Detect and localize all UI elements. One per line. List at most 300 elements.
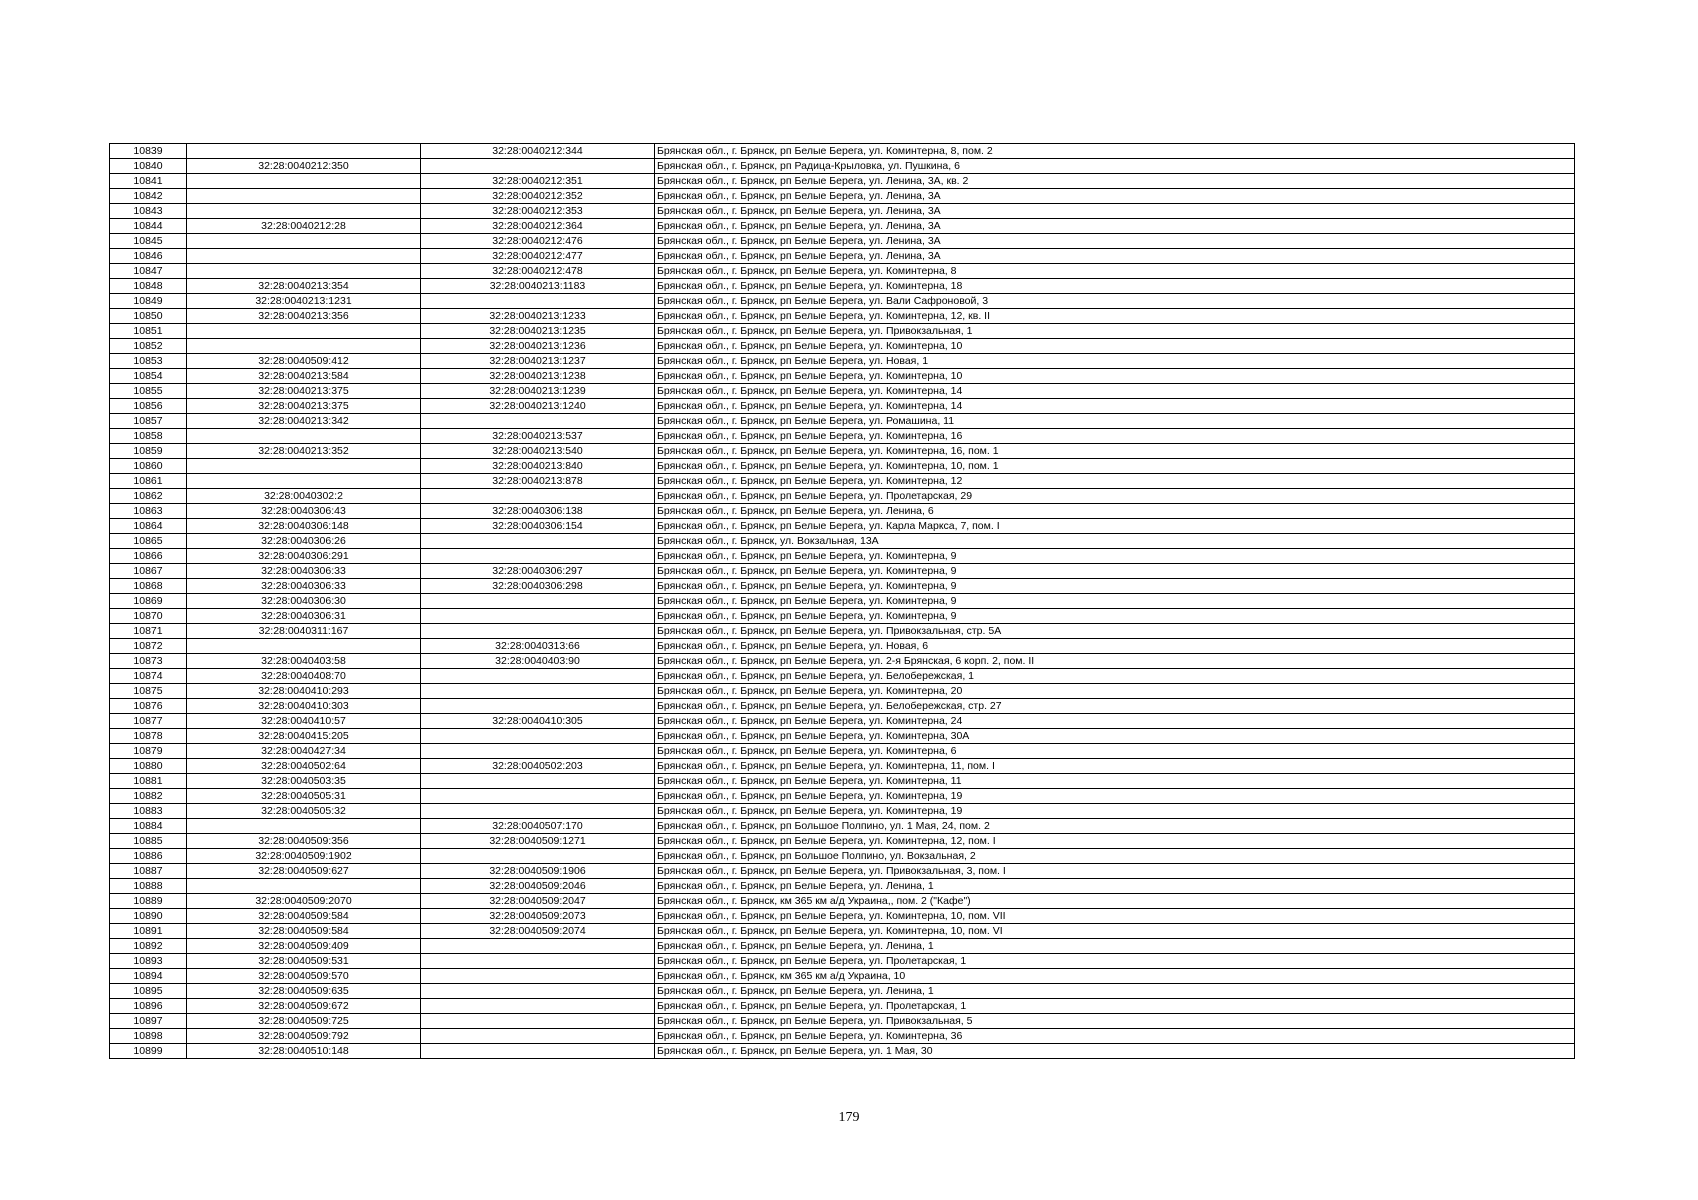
building-cadastral-number-cell: 32:28:0040213:1236 [421,339,655,354]
building-cadastral-number-cell [421,789,655,804]
row-number-cell: 10899 [110,1044,187,1059]
cadastral-number-cell: 32:28:0040213:356 [187,309,421,324]
table-body [110,144,1575,1059]
row-number-cell: 10881 [110,774,187,789]
address-cell: Брянская обл., г. Брянск, рп Белые Берега, ул. Привокзальная, 5 [655,1014,1575,1029]
cadastral-number-cell: 32:28:0040509:584 [187,924,421,939]
cadastral-number-cell [187,639,421,654]
cadastral-number-cell: 32:28:0040212:28 [187,219,421,234]
building-cadastral-number-cell: 32:28:0040212:478 [421,264,655,279]
building-cadastral-number-cell: 32:28:0040213:537 [421,429,655,444]
building-cadastral-number-cell [421,669,655,684]
cadastral-number-cell [187,264,421,279]
table-row [110,429,1575,444]
row-number-cell: 10863 [110,504,187,519]
table-row [110,279,1575,294]
cadastral-number-cell [187,144,421,159]
building-cadastral-number-cell: 32:28:0040212:352 [421,189,655,204]
table-row [110,699,1575,714]
address-cell: Брянская обл., г. Брянск, рп Белые Берега, ул. Коминтерна, 30А [655,729,1575,744]
row-number-cell: 10882 [110,789,187,804]
row-number-cell: 10894 [110,969,187,984]
table-row [110,714,1575,729]
building-cadastral-number-cell: 32:28:0040213:1237 [421,354,655,369]
building-cadastral-number-cell [421,774,655,789]
table-row [110,174,1575,189]
address-cell: Брянская обл., г. Брянск, рп Белые Берега, ул. Коминтерна, 12 [655,474,1575,489]
address-cell: Брянская обл., г. Брянск, рп Белые Берега, ул. Коминтерна, 19 [655,804,1575,819]
address-cell: Брянская обл., г. Брянск, рп Белые Берега, ул. 2-я Брянская, 6 корп. 2, пом. II [655,654,1575,669]
table-row [110,684,1575,699]
row-number-cell: 10854 [110,369,187,384]
row-number-cell: 10864 [110,519,187,534]
table-row [110,654,1575,669]
building-cadastral-number-cell: 32:28:0040509:2073 [421,909,655,924]
table-row [110,339,1575,354]
address-cell: Брянская обл., г. Брянск, рп Белые Берега, ул. Коминтерна, 10, пом. 1 [655,459,1575,474]
address-cell: Брянская обл., г. Брянск, рп Белые Берега, ул. Ленина, 3А, кв. 2 [655,174,1575,189]
address-cell: Брянская обл., г. Брянск, рп Белые Берега, ул. Пролетарская, 29 [655,489,1575,504]
cadastral-number-cell: 32:28:0040302:2 [187,489,421,504]
building-cadastral-number-cell [421,159,655,174]
table-row [110,774,1575,789]
building-cadastral-number-cell: 32:28:0040509:2074 [421,924,655,939]
address-cell: Брянская обл., г. Брянск, рп Белые Берега, ул. Коминтерна, 14 [655,399,1575,414]
table-row [110,759,1575,774]
table-row [110,804,1575,819]
address-cell: Брянская обл., г. Брянск, рп Белые Берега, ул. Коминтерна, 8, пом. 2 [655,144,1575,159]
cadastral-number-cell: 32:28:0040509:1902 [187,849,421,864]
cadastral-number-cell [187,249,421,264]
table-row [110,909,1575,924]
cadastral-number-cell: 32:28:0040311:167 [187,624,421,639]
address-cell: Брянская обл., г. Брянск, ул. Вокзальная, 13А [655,534,1575,549]
row-number-cell: 10884 [110,819,187,834]
table-row [110,549,1575,564]
address-cell: Брянская обл., г. Брянск, рп Белые Берега, ул. Привокзальная, 1 [655,324,1575,339]
address-cell: Брянская обл., г. Брянск, рп Белые Берега, ул. Коминтерна, 9 [655,594,1575,609]
address-cell: Брянская обл., г. Брянск, рп Белые Берега, ул. Ленина, 3А [655,189,1575,204]
building-cadastral-number-cell: 32:28:0040509:1271 [421,834,655,849]
cadastral-number-cell: 32:28:0040213:342 [187,414,421,429]
cadastral-number-cell: 32:28:0040306:33 [187,579,421,594]
cadastral-number-cell: 32:28:0040403:58 [187,654,421,669]
building-cadastral-number-cell: 32:28:0040212:344 [421,144,655,159]
address-cell: Брянская обл., г. Брянск, рп Белые Берега, ул. Привокзальная, стр. 5А [655,624,1575,639]
cadastral-number-cell: 32:28:0040502:64 [187,759,421,774]
row-number-cell: 10866 [110,549,187,564]
cadastral-number-cell: 32:28:0040509:2070 [187,894,421,909]
building-cadastral-number-cell: 32:28:0040213:1240 [421,399,655,414]
row-number-cell: 10880 [110,759,187,774]
row-number-cell: 10889 [110,894,187,909]
table-row [110,819,1575,834]
address-cell: Брянская обл., г. Брянск, рп Белые Берега, ул. Коминтерна, 9 [655,564,1575,579]
row-number-cell: 10865 [110,534,187,549]
row-number-cell: 10871 [110,624,187,639]
building-cadastral-number-cell: 32:28:0040213:1183 [421,279,655,294]
table-row [110,969,1575,984]
cadastral-number-cell: 32:28:0040509:531 [187,954,421,969]
building-cadastral-number-cell [421,1014,655,1029]
building-cadastral-number-cell: 32:28:0040306:138 [421,504,655,519]
address-cell: Брянская обл., г. Брянск, рп Белые Берега, ул. Коминтерна, 24 [655,714,1575,729]
row-number-cell: 10848 [110,279,187,294]
address-cell: Брянская обл., г. Брянск, рп Белые Берега, ул. Коминтерна, 10, пом. VI [655,924,1575,939]
building-cadastral-number-cell [421,984,655,999]
table-row [110,519,1575,534]
table-row [110,894,1575,909]
row-number-cell: 10861 [110,474,187,489]
building-cadastral-number-cell: 32:28:0040306:154 [421,519,655,534]
cadastral-number-cell: 32:28:0040509:412 [187,354,421,369]
table-row [110,324,1575,339]
cadastral-number-cell: 32:28:0040213:375 [187,384,421,399]
building-cadastral-number-cell: 32:28:0040213:1238 [421,369,655,384]
building-cadastral-number-cell [421,849,655,864]
row-number-cell: 10876 [110,699,187,714]
cadastral-number-cell: 32:28:0040410:293 [187,684,421,699]
row-number-cell: 10898 [110,1029,187,1044]
cadastral-number-cell [187,324,421,339]
table-row [110,609,1575,624]
table-row [110,879,1575,894]
table-row [110,234,1575,249]
row-number-cell: 10890 [110,909,187,924]
cadastral-number-cell [187,819,421,834]
row-number-cell: 10877 [110,714,187,729]
address-cell: Брянская обл., г. Брянск, рп Белые Берега, ул. Ленина, 3А [655,234,1575,249]
building-cadastral-number-cell: 32:28:0040306:297 [421,564,655,579]
cadastral-number-cell: 32:28:0040509:635 [187,984,421,999]
building-cadastral-number-cell: 32:28:0040213:1239 [421,384,655,399]
table-row [110,309,1575,324]
address-cell: Брянская обл., г. Брянск, рп Белые Берега, ул. Карла Маркса, 7, пом. I [655,519,1575,534]
address-cell: Брянская обл., г. Брянск, рп Белые Берега, ул. Ленина, 3А [655,204,1575,219]
address-cell: Брянская обл., г. Брянск, рп Белые Берега, ул. Коминтерна, 16 [655,429,1575,444]
building-cadastral-number-cell [421,684,655,699]
table-row [110,294,1575,309]
address-cell: Брянская обл., г. Брянск, рп Белые Берега, ул. Коминтерна, 18 [655,279,1575,294]
cadastral-number-cell: 32:28:0040505:32 [187,804,421,819]
building-cadastral-number-cell: 32:28:0040212:477 [421,249,655,264]
table-row [110,264,1575,279]
table-row [110,249,1575,264]
address-cell: Брянская обл., г. Брянск, рп Белые Берега, ул. Коминтерна, 12, пом. I [655,834,1575,849]
cadastral-number-cell: 32:28:0040213:352 [187,444,421,459]
building-cadastral-number-cell: 32:28:0040213:878 [421,474,655,489]
row-number-cell: 10870 [110,609,187,624]
address-cell: Брянская обл., г. Брянск, рп Белые Берега, ул. Ленина, 6 [655,504,1575,519]
row-number-cell: 10856 [110,399,187,414]
cadastral-number-cell: 32:28:0040408:70 [187,669,421,684]
building-cadastral-number-cell: 32:28:0040509:1906 [421,864,655,879]
address-cell: Брянская обл., г. Брянск, рп Белые Берега, ул. Коминтерна, 14 [655,384,1575,399]
page-number: 179 [838,1110,860,1125]
address-cell: Брянская обл., г. Брянск, рп Радица-Крыловка, ул. Пушкина, 6 [655,159,1575,174]
building-cadastral-number-cell: 32:28:0040213:840 [421,459,655,474]
cadastral-number-cell: 32:28:0040410:303 [187,699,421,714]
table-row [110,189,1575,204]
address-cell: Брянская обл., г. Брянск, рп Белые Берега, ул. Белобережская, 1 [655,669,1575,684]
row-number-cell: 10855 [110,384,187,399]
cadastral-number-cell: 32:28:0040509:792 [187,1029,421,1044]
row-number-cell: 10891 [110,924,187,939]
row-number-cell: 10897 [110,1014,187,1029]
address-cell: Брянская обл., г. Брянск, рп Белые Берега, ул. Ленина, 3А [655,249,1575,264]
table-row [110,834,1575,849]
address-cell: Брянская обл., г. Брянск, рп Белые Берега, ул. Коминтерна, 10, пом. VII [655,909,1575,924]
table-row [110,639,1575,654]
row-number-cell: 10887 [110,864,187,879]
cadastral-number-cell: 32:28:0040509:584 [187,909,421,924]
table-row [110,474,1575,489]
table-row [110,984,1575,999]
building-cadastral-number-cell [421,999,655,1014]
row-number-cell: 10857 [110,414,187,429]
cadastral-number-cell: 32:28:0040509:627 [187,864,421,879]
table-row [110,744,1575,759]
cadastral-number-cell: 32:28:0040509:672 [187,999,421,1014]
table-row [110,564,1575,579]
table-row [110,144,1575,159]
row-number-cell: 10872 [110,639,187,654]
building-cadastral-number-cell: 32:28:0040507:170 [421,819,655,834]
cadastral-number-cell: 32:28:0040509:356 [187,834,421,849]
row-number-cell: 10843 [110,204,187,219]
cadastral-number-cell: 32:28:0040306:30 [187,594,421,609]
building-cadastral-number-cell: 32:28:0040212:476 [421,234,655,249]
cadastral-number-cell: 32:28:0040427:34 [187,744,421,759]
row-number-cell: 10860 [110,459,187,474]
cadastral-number-cell: 32:28:0040415:205 [187,729,421,744]
address-cell: Брянская обл., г. Брянск, рп Белые Берега, ул. Новая, 1 [655,354,1575,369]
address-cell: Брянская обл., г. Брянск, рп Белые Берега, ул. Коминтерна, 10 [655,369,1575,384]
table-row [110,999,1575,1014]
table-row [110,444,1575,459]
row-number-cell: 10858 [110,429,187,444]
table-row [110,669,1575,684]
row-number-cell: 10859 [110,444,187,459]
row-number-cell: 10867 [110,564,187,579]
table-row [110,384,1575,399]
address-cell: Брянская обл., г. Брянск, рп Белые Берега, ул. Коминтерна, 9 [655,549,1575,564]
table-row [110,504,1575,519]
row-number-cell: 10895 [110,984,187,999]
address-cell: Брянская обл., г. Брянск, рп Белые Берега, ул. Коминтерна, 10 [655,339,1575,354]
table-row [110,399,1575,414]
address-cell: Брянская обл., г. Брянск, рп Белые Берега, ул. Коминтерна, 6 [655,744,1575,759]
building-cadastral-number-cell [421,699,655,714]
table-row [110,579,1575,594]
address-cell: Брянская обл., г. Брянск, рп Белые Берега, ул. Привокзальная, 3, пом. I [655,864,1575,879]
cadastral-number-cell [187,204,421,219]
cadastral-number-cell [187,174,421,189]
building-cadastral-number-cell [421,609,655,624]
building-cadastral-number-cell [421,414,655,429]
table-row [110,1014,1575,1029]
row-number-cell: 10842 [110,189,187,204]
row-number-cell: 10846 [110,249,187,264]
cadastral-number-cell: 32:28:0040213:375 [187,399,421,414]
building-cadastral-number-cell [421,624,655,639]
address-cell: Брянская обл., г. Брянск, км 365 км а/д Украина,, пом. 2 ("Кафе") [655,894,1575,909]
building-cadastral-number-cell: 32:28:0040509:2047 [421,894,655,909]
cadastral-number-cell: 32:28:0040510:148 [187,1044,421,1059]
cadastral-number-cell: 32:28:0040306:43 [187,504,421,519]
cadastral-number-cell: 32:28:0040505:31 [187,789,421,804]
cadastral-number-cell [187,474,421,489]
address-cell: Брянская обл., г. Брянск, рп Белые Берега, ул. Коминтерна, 20 [655,684,1575,699]
cadastral-number-cell: 32:28:0040306:26 [187,534,421,549]
cadastral-number-cell: 32:28:0040306:31 [187,609,421,624]
table-row [110,459,1575,474]
table-row [110,414,1575,429]
row-number-cell: 10862 [110,489,187,504]
row-number-cell: 10851 [110,324,187,339]
building-cadastral-number-cell [421,939,655,954]
building-cadastral-number-cell: 32:28:0040213:1235 [421,324,655,339]
cadastral-number-cell [187,879,421,894]
row-number-cell: 10868 [110,579,187,594]
table-row [110,369,1575,384]
row-number-cell: 10885 [110,834,187,849]
address-cell: Брянская обл., г. Брянск, рп Белые Берега, ул. Ленина, 1 [655,984,1575,999]
address-cell: Брянская обл., г. Брянск, рп Большое Полпино, ул. Вокзальная, 2 [655,849,1575,864]
row-number-cell: 10852 [110,339,187,354]
cadastral-number-cell: 32:28:0040213:354 [187,279,421,294]
cadastral-table [109,143,1575,1059]
table-row [110,789,1575,804]
address-cell: Брянская обл., г. Брянск, рп Белые Берега, ул. Коминтерна, 12, кв. II [655,309,1575,324]
row-number-cell: 10883 [110,804,187,819]
row-number-cell: 10850 [110,309,187,324]
table-row [110,489,1575,504]
cadastral-number-cell: 32:28:0040503:35 [187,774,421,789]
address-cell: Брянская обл., г. Брянск, рп Белые Берега, ул. Ленина, 1 [655,939,1575,954]
table-row [110,219,1575,234]
row-number-cell: 10879 [110,744,187,759]
building-cadastral-number-cell: 32:28:0040502:203 [421,759,655,774]
address-cell: Брянская обл., г. Брянск, рп Белые Берега, ул. Пролетарская, 1 [655,999,1575,1014]
row-number-cell: 10896 [110,999,187,1014]
table-row [110,624,1575,639]
row-number-cell: 10886 [110,849,187,864]
cadastral-number-cell [187,189,421,204]
row-number-cell: 10840 [110,159,187,174]
address-cell: Брянская обл., г. Брянск, рп Белые Берега, ул. Коминтерна, 11, пом. I [655,759,1575,774]
table-row [110,1044,1575,1059]
address-cell: Брянская обл., г. Брянск, рп Белые Берега, ул. Новая, 6 [655,639,1575,654]
cadastral-number-cell [187,339,421,354]
cadastral-number-cell: 32:28:0040509:409 [187,939,421,954]
address-cell: Брянская обл., г. Брянск, рп Белые Берега, ул. Коминтерна, 11 [655,774,1575,789]
row-number-cell: 10892 [110,939,187,954]
building-cadastral-number-cell [421,594,655,609]
address-cell: Брянская обл., г. Брянск, рп Белые Берега, ул. Коминтерна, 36 [655,1029,1575,1044]
building-cadastral-number-cell: 32:28:0040306:298 [421,579,655,594]
table-row [110,924,1575,939]
table-row [110,729,1575,744]
address-cell: Брянская обл., г. Брянск, рп Белые Берега, ул. Коминтерна, 16, пом. 1 [655,444,1575,459]
address-cell: Брянская обл., г. Брянск, рп Белые Берега, ул. Коминтерна, 9 [655,579,1575,594]
address-cell: Брянская обл., г. Брянск, рп Белые Берега, ул. Вали Сафроновой, 3 [655,294,1575,309]
building-cadastral-number-cell [421,1044,655,1059]
address-cell: Брянская обл., г. Брянск, км 365 км а/д Украина, 10 [655,969,1575,984]
building-cadastral-number-cell [421,744,655,759]
row-number-cell: 10878 [110,729,187,744]
address-cell: Брянская обл., г. Брянск, рп Белые Берега, ул. Ромашина, 11 [655,414,1575,429]
building-cadastral-number-cell: 32:28:0040212:351 [421,174,655,189]
building-cadastral-number-cell: 32:28:0040410:305 [421,714,655,729]
row-number-cell: 10875 [110,684,187,699]
building-cadastral-number-cell: 32:28:0040213:540 [421,444,655,459]
row-number-cell: 10844 [110,219,187,234]
building-cadastral-number-cell [421,549,655,564]
row-number-cell: 10845 [110,234,187,249]
table-row [110,864,1575,879]
table-row [110,534,1575,549]
row-number-cell: 10853 [110,354,187,369]
building-cadastral-number-cell [421,804,655,819]
cadastral-number-cell: 32:28:0040213:584 [187,369,421,384]
table-row [110,594,1575,609]
row-number-cell: 10839 [110,144,187,159]
cadastral-number-cell [187,234,421,249]
building-cadastral-number-cell: 32:28:0040403:90 [421,654,655,669]
address-cell: Брянская обл., г. Брянск, рп Белые Берега, ул. Коминтерна, 9 [655,609,1575,624]
table-row [110,204,1575,219]
building-cadastral-number-cell: 32:28:0040212:364 [421,219,655,234]
cadastral-number-cell: 32:28:0040306:33 [187,564,421,579]
row-number-cell: 10841 [110,174,187,189]
row-number-cell: 10888 [110,879,187,894]
building-cadastral-number-cell: 32:28:0040213:1233 [421,309,655,324]
table-row [110,1029,1575,1044]
row-number-cell: 10873 [110,654,187,669]
cadastral-number-cell: 32:28:0040410:57 [187,714,421,729]
building-cadastral-number-cell [421,294,655,309]
cadastral-number-cell: 32:28:0040212:350 [187,159,421,174]
building-cadastral-number-cell: 32:28:0040313:66 [421,639,655,654]
table-row [110,159,1575,174]
cadastral-number-cell [187,459,421,474]
cadastral-number-cell [187,429,421,444]
building-cadastral-number-cell [421,1029,655,1044]
table-row [110,354,1575,369]
building-cadastral-number-cell: 32:28:0040212:353 [421,204,655,219]
address-cell: Брянская обл., г. Брянск, рп Белые Берега, ул. Ленина, 1 [655,879,1575,894]
address-cell: Брянская обл., г. Брянск, рп Белые Берега, ул. 1 Мая, 30 [655,1044,1575,1059]
table-row [110,849,1575,864]
address-cell: Брянская обл., г. Брянск, рп Белые Берега, ул. Ленина, 3А [655,219,1575,234]
cadastral-number-cell: 32:28:0040509:725 [187,1014,421,1029]
address-cell: Брянская обл., г. Брянск, рп Белые Берега, ул. Коминтерна, 8 [655,264,1575,279]
cadastral-number-cell: 32:28:0040306:291 [187,549,421,564]
building-cadastral-number-cell [421,489,655,504]
row-number-cell: 10893 [110,954,187,969]
address-cell: Брянская обл., г. Брянск, рп Белые Берега, ул. Белобережская, стр. 27 [655,699,1575,714]
address-cell: Брянская обл., г. Брянск, рп Белые Берега, ул. Пролетарская, 1 [655,954,1575,969]
cadastral-number-cell: 32:28:0040509:570 [187,969,421,984]
address-cell: Брянская обл., г. Брянск, рп Большое Полпино, ул. 1 Мая, 24, пом. 2 [655,819,1575,834]
row-number-cell: 10869 [110,594,187,609]
building-cadastral-number-cell [421,729,655,744]
table-row [110,939,1575,954]
row-number-cell: 10849 [110,294,187,309]
cadastral-number-cell: 32:28:0040306:148 [187,519,421,534]
building-cadastral-number-cell [421,534,655,549]
